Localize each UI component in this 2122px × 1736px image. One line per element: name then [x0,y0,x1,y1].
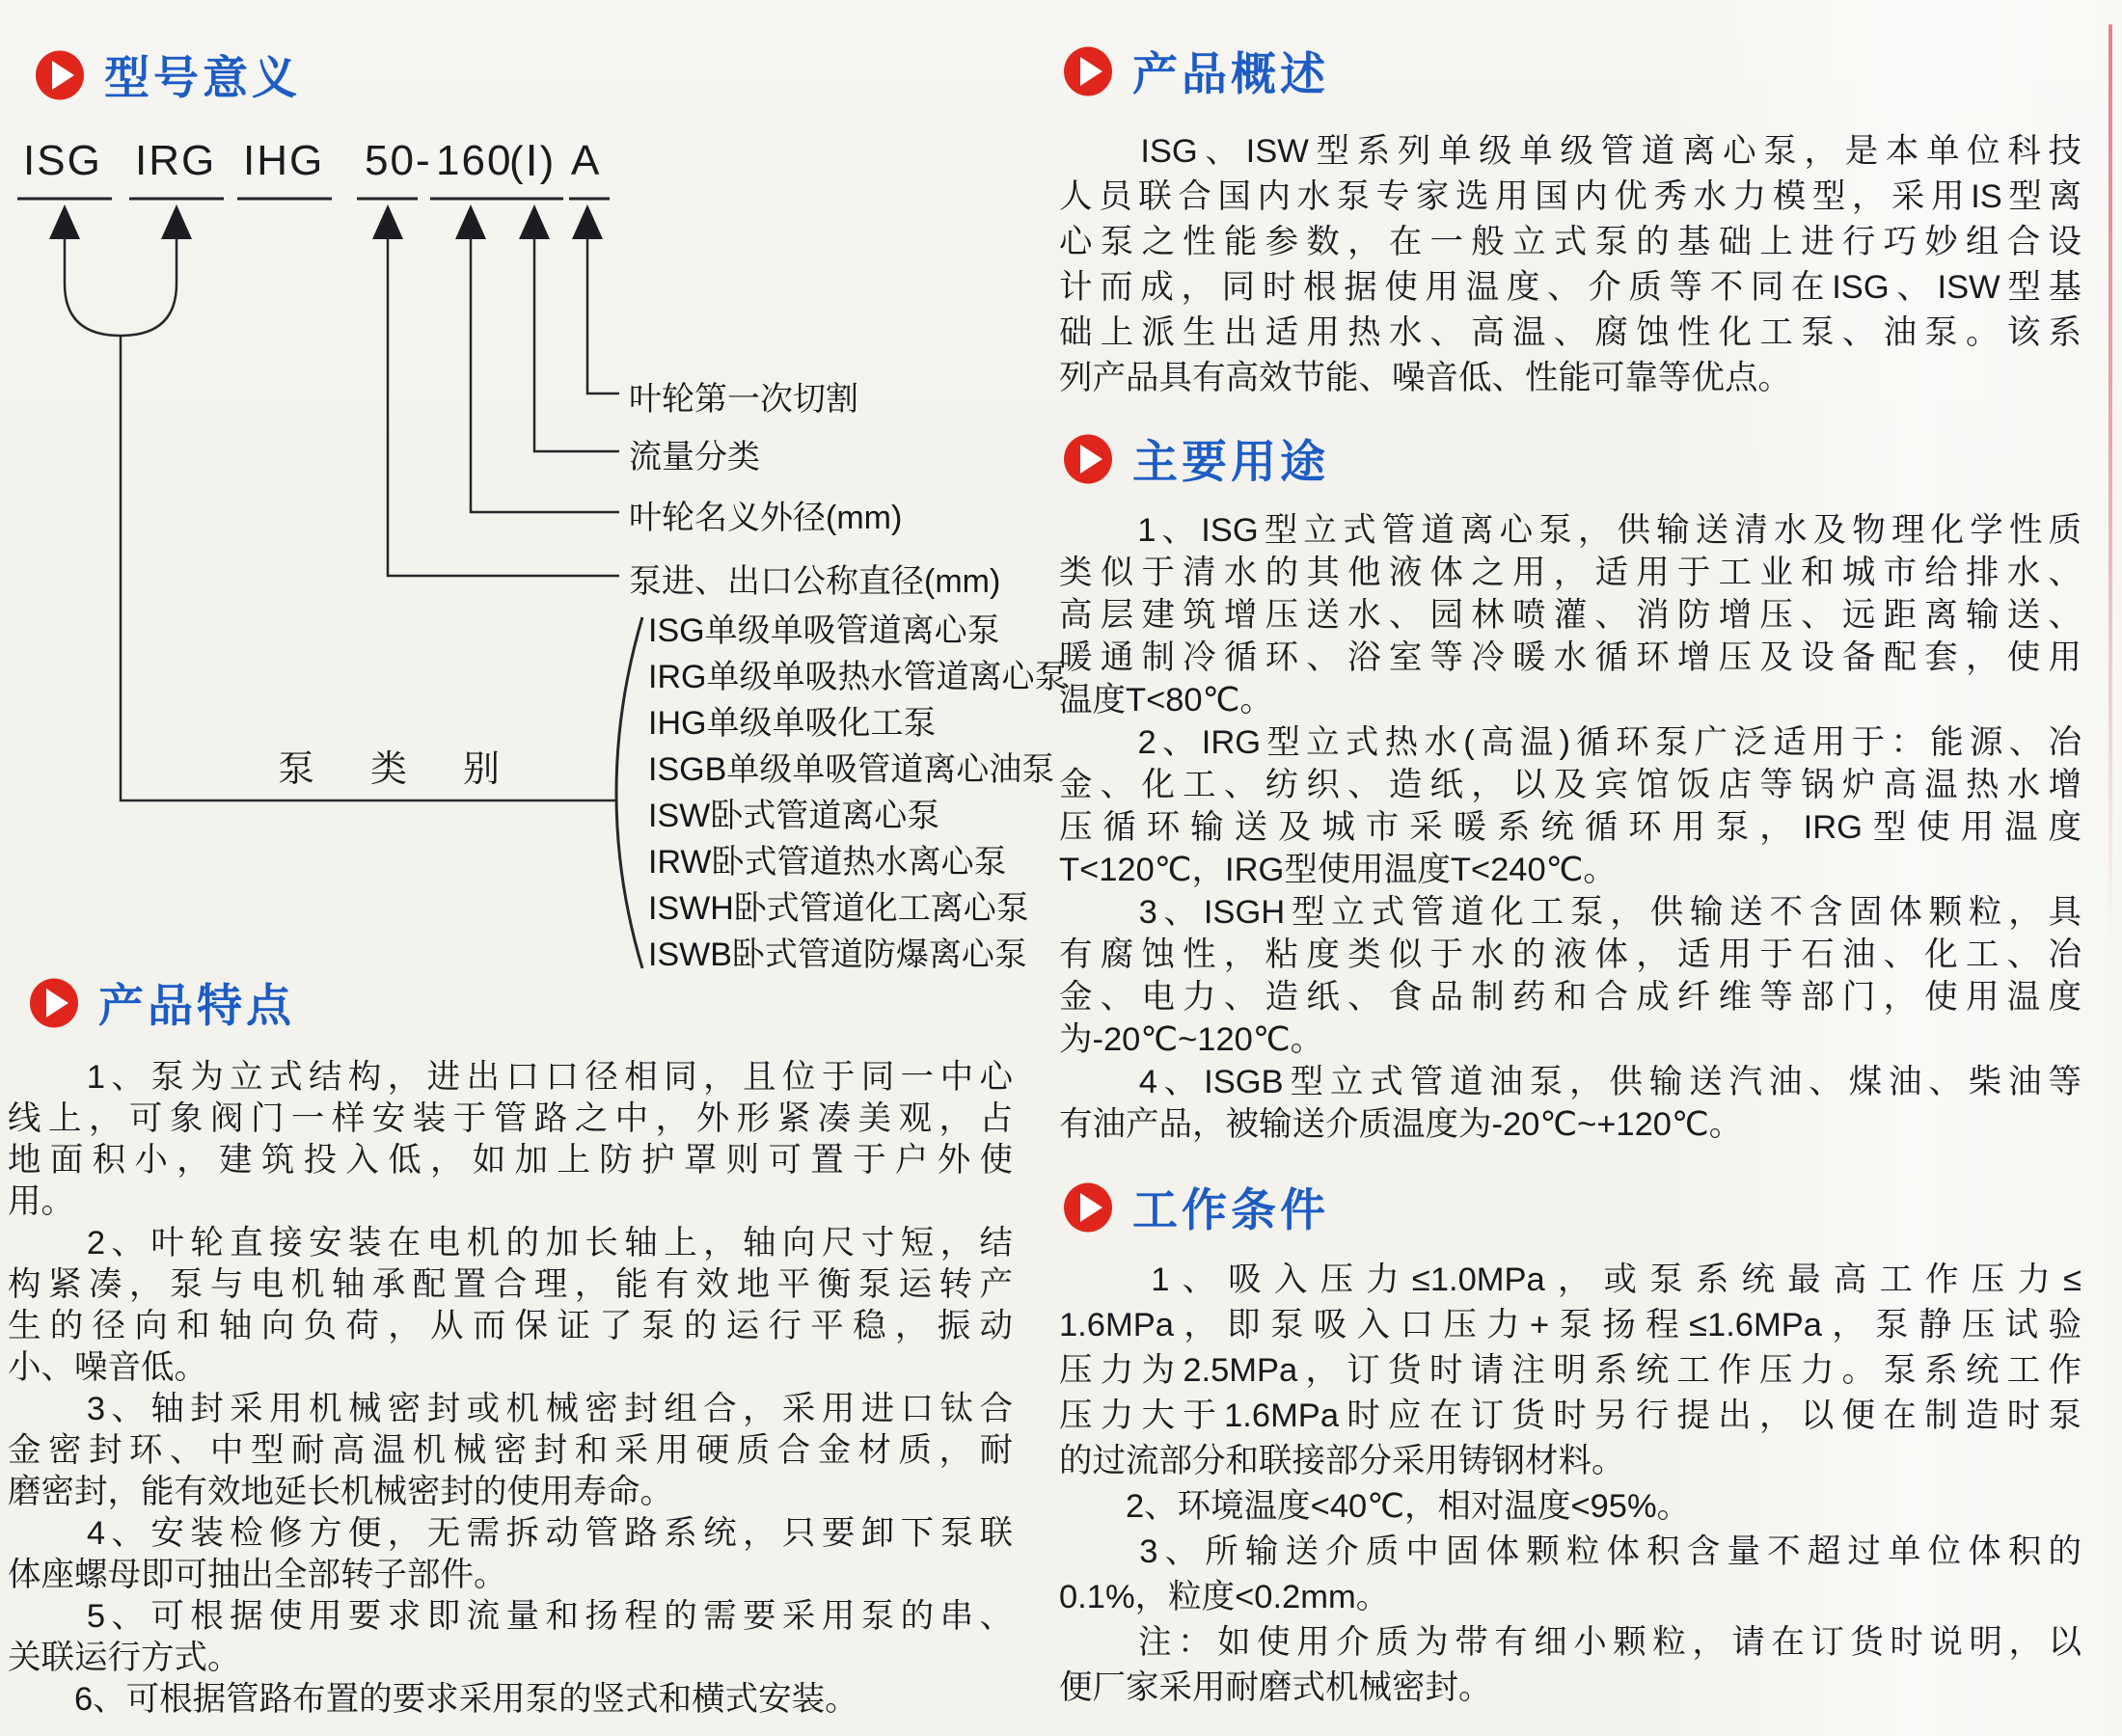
usage-line: 压循环输送及城市采暖系统循环用泵，IRG型使用温度 [1059,809,2081,846]
arrow-up-icons [49,204,603,239]
overview-line: ISG、ISW型系列单级单级管道离心泵，是本单位科技 [1059,133,2081,170]
red-play-bullet-icon [29,978,79,1028]
conditions-paragraphs [1059,1258,2081,1711]
overview-line: 人员联合国内水泵专家选用国内优秀水力模型，采用IS型离 [1059,178,2081,215]
features-paragraphs [8,1057,1013,1721]
pump-type-item: ISGB单级单吸管道离心油泵 [648,751,1055,788]
section-header-overview [1063,39,1329,103]
scan-page-edge [2108,24,2112,940]
model-callout-label: 叶轮名义外径(mm) [629,500,903,536]
overview-line: 础上派生出适用热水、高温、腐蚀性化工泵、油泵。该系 [1059,314,2081,351]
usage-paragraphs [1059,509,2081,1146]
overview-line: 列产品具有高效节能、噪音低、性能可靠等优点。 [1059,360,1791,396]
pump-type-item: IRG单级单吸热水管道离心泵 [648,659,1068,695]
usage-line: 金、电力、造纸、食品制药和合成纤维等部门，使用温度 [1059,979,2081,1016]
usage-line: 高层建筑增压送水、园林喷灌、消防增压、远距离输送、 [1059,597,2081,634]
section-title-conditions: 工作条件 [1132,1184,1329,1235]
section-title-overview: 产品概述 [1132,48,1329,99]
usage-line: 金、化工、纺织、造纸，以及宾馆饭店等锅炉高温热水增 [1059,767,2081,803]
features-line: 1、泵为立式结构，进出口口径相同，且位于同一中心 [8,1059,1013,1096]
pump-type-item: ISG单级单吸管道离心泵 [648,612,1000,649]
model-callout-label: 泵进、出口公称直径(mm) [629,563,1001,600]
model-callout-label: 叶轮第一次切割 [629,381,858,418]
model-code-segment: - [416,137,432,184]
model-code-segment: IRG [135,137,217,184]
conditions-line: 3、所输送介质中固体颗粒体积含量不超过单位体积的 [1059,1533,2081,1570]
features-line: 关联运行方式。 [8,1640,241,1676]
conditions-line: 1.6MPa，即泵吸入口压力+泵扬程≤1.6MPa，泵静压试验 [1059,1307,2081,1343]
model-code-segment: (Ⅰ) [509,138,557,185]
pump-type-item: IHG单级单吸化工泵 [648,705,937,742]
usage-line: 暖通制冷循环、浴室等冷暖水循环增压及设备配套，使用 [1059,639,2081,676]
features-line: 2、叶轮直接安装在电机的加长轴上，轴向尺寸短，结 [8,1225,1013,1261]
model-code-segment: IHG [243,137,325,184]
callout-connector-line [534,237,619,451]
section-header-features [29,970,295,1035]
callout-connector-line [471,237,619,512]
pump-type-item: ISWH卧式管道化工离心泵 [648,890,1029,927]
features-line: 6、可根据管路布置的要求采用泵的竖式和横式安装。 [8,1681,858,1718]
features-line: 4、安装检修方便，无需拆动管路系统，只要卸下泵联 [8,1515,1013,1552]
conditions-line: 注：如使用介质为带有细小颗粒，请在订货时说明，以 [1059,1624,2081,1661]
model-code-segment: 50 [365,137,416,184]
features-line: 构紧凑，泵与电机轴承配置合理，能有效地平衡泵运转产 [8,1266,1013,1303]
section-header-usage [1063,426,1329,491]
features-line: 用。 [8,1183,74,1220]
features-line: 地面积小，建筑投入低，如加上防护罩则可置于户外使 [8,1142,1013,1179]
connector-lines [65,237,642,968]
features-line: 小、噪音低。 [8,1349,207,1386]
u-connector-line [65,237,177,336]
red-play-bullet-icon [1063,46,1113,96]
callout-connector-line [587,237,619,393]
conditions-line: 压力为2.5MPa，订货时请注明系统工作压力。泵系统工作 [1059,1352,2081,1389]
conditions-line: 0.1%，粒度<0.2mm。 [1059,1579,1390,1615]
category-brace [616,617,642,968]
section-header-conditions [1063,1175,1329,1239]
section-title-model-meaning: 型号意义 [104,52,301,103]
callout-connector-line [388,237,619,576]
features-line: 线上，可象阀门一样安装于管路之中，外形紧凑美观，占 [8,1100,1013,1137]
model-code-segment: ISG [23,137,102,184]
features-line: 5、可根据使用要求即流量和扬程的需要采用泵的串、 [8,1598,1013,1635]
model-code-segment: A [571,137,602,184]
usage-line: 4、ISGB型立式管道油泵，供输送汽油、煤油、柴油等 [1059,1064,2081,1100]
overview-line: 计而成，同时根据使用温度、介质等不同在ISG、ISW型基 [1059,269,2081,306]
pump-type-item: IRW卧式管道热水离心泵 [648,844,1007,881]
features-line: 磨密封，能有效地延长机械密封的使用寿命。 [8,1474,673,1510]
features-line: 体座螺母即可抽出全部转子部件。 [8,1557,507,1593]
features-line: 生的径向和轴向负荷，从而保证了泵的运行平稳，振动 [8,1308,1013,1344]
conditions-line: 2、环境温度<40℃，相对温度<95%。 [1059,1488,1691,1525]
usage-line: 为-20℃~120℃。 [1059,1021,1324,1058]
usage-line: T<120℃，IRG型使用温度T<240℃。 [1059,852,1617,888]
pump-type-item: ISW卧式管道离心泵 [648,798,940,834]
red-play-bullet-icon [1063,1182,1113,1233]
usage-line: 1、ISG型立式管道离心泵，供输送清水及物理化学性质 [1059,512,2081,549]
conditions-line: 压力大于1.6MPa时应在订货时另行提出，以便在制造时泵 [1059,1397,2081,1434]
overview-paragraph [1059,129,2081,401]
usage-line: 温度T<80℃。 [1059,682,1273,719]
category-connector-line [121,336,617,800]
conditions-line: 的过流部分和联接部分采用铸钢材料。 [1059,1443,1625,1479]
pump-category-label: 泵 类 别 [278,749,510,790]
usage-line: 3、ISGH型立式管道化工泵，供输送不含固体颗粒，具 [1059,894,2081,931]
pump-type-item: ISWB卧式管道防爆离心泵 [648,936,1027,973]
usage-line: 2、IRG型立式热水(高温)循环泵广泛适用于：能源、冶 [1059,724,2081,761]
features-line: 3、轴封采用机械密封或机械密封组合，采用进口钛合 [8,1391,1013,1427]
features-line: 金密封环、中型耐高温机械密封和采用硬质合金材质，耐 [8,1432,1013,1469]
model-code-segment: 160 [436,137,513,184]
usage-line: 有油产品，被输送介质温度为-20℃~+120℃。 [1059,1106,1743,1143]
red-play-bullet-icon [1063,434,1113,484]
usage-line: 有腐蚀性，粘度类似于水的液体，适用于石油、化工、冶 [1059,936,2081,973]
conditions-line: 1、吸入压力≤1.0MPa，或泵系统最高工作压力≤ [1059,1261,2081,1298]
overview-line: 心泵之性能参数，在一般立式泵的基础上进行巧妙组合设 [1059,224,2081,260]
model-callout-label: 流量分类 [629,439,760,475]
section-title-features: 产品特点 [98,980,295,1031]
section-title-usage: 主要用途 [1132,436,1329,487]
usage-line: 类似于清水的其他液体之用，适用于工业和城市给排水、 [1059,555,2081,591]
conditions-line: 便厂家采用耐磨式机械密封。 [1059,1669,1492,1706]
